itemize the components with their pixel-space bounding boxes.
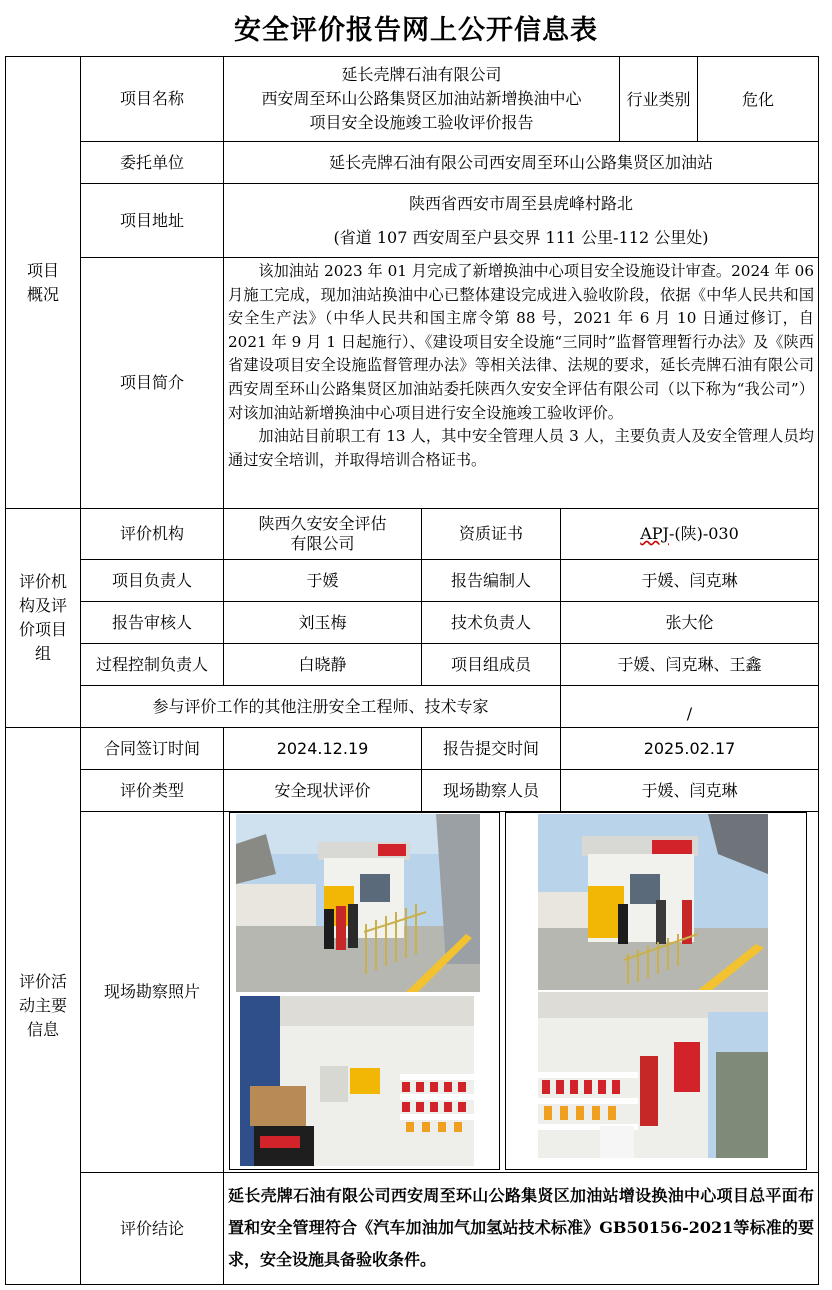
- reviewer-label: 报告审核人: [111, 612, 192, 632]
- cert-label: 资质证书: [458, 524, 523, 543]
- address-label: 项目地址: [119, 210, 184, 230]
- members-label: 项目组成员: [450, 654, 531, 674]
- photos-label: 现场勘察照片: [103, 982, 200, 1001]
- client-label: 委托单位: [119, 152, 184, 172]
- contract-date-label: 合同签订时间: [103, 738, 200, 758]
- site-photo-3: [240, 996, 474, 1166]
- section-overview-label: 项目概况: [26, 260, 59, 304]
- survey-staff-label: 现场勘察人员: [442, 780, 539, 800]
- tech-value: 张大伦: [665, 612, 714, 632]
- process-value: 白晓静: [298, 654, 347, 674]
- project-name-label: 项目名称: [119, 89, 184, 108]
- org-label: 评价机构: [119, 524, 184, 543]
- author-value: 于媛、闫克琳: [641, 570, 738, 590]
- leader-label: 项目负责人: [111, 570, 192, 590]
- intro-text: 该加油站 2023 年 01 月完成了新增换油中心项目安全设施设计审查。2024 年 06 月施工完成，现加油站换油中心已整体建设完成进入验收阶段，依据《中华人民共和国安全生产法》（中华人民共和国主席令第 88 号，2021 年 6 月 10 日通过修订，自 2021 年 9 月 1 日起施行）、《建设项目安全设施“三同时”监督管理暂行办法》及《陕西省建设项目安全设施监督管理办法》等相关法律、法规的要求，延长壳牌石油有限公司西安周至环山公路集贤区加油站委托陕西久安安全评估有限公司（以下称为“我公司”）对该加油站新增换油中心项目进行安全设施竣工验收评价。 加油站目前职工有 13 人，其中安全管理人员 3 人，主要负责人及安全管理人员均通过安全培训，并取得培训合格证书。: [228, 262, 814, 469]
- members-value: 于媛、闫克琳、王鑫: [617, 654, 762, 674]
- site-photo-2: [538, 814, 768, 990]
- site-photo-4: [538, 992, 768, 1158]
- site-photo-1: [236, 814, 480, 992]
- tech-label: 技术负责人: [450, 612, 531, 632]
- reviewer-value: 刘玉梅: [298, 612, 347, 632]
- contract-date-value: 2024.12.19: [276, 738, 369, 758]
- industry-label: 行业类别: [626, 90, 691, 109]
- leader-value: 于媛: [306, 570, 339, 590]
- industry-value: 危化: [741, 90, 774, 109]
- address-value: 陕西省西安市周至县虎峰村路北 (省道 107 西安周至户县交界 111 公里-112 公里处): [333, 193, 709, 247]
- project-name-value: 延长壳牌石油有限公司 西安周至环山公路集贤区加油站新增换油中心 项目安全设施竣工验收评价报告: [261, 65, 582, 132]
- section-activity-label: 评价活动主要信息: [18, 972, 67, 1039]
- section-team-label: 评价机构及评价项目组: [18, 572, 67, 663]
- eval-type-label: 评价类型: [119, 780, 184, 800]
- author-label: 报告编制人: [450, 570, 531, 590]
- org-value: 陕西久安安全评估 有限公司: [258, 514, 387, 553]
- process-label: 过程控制负责人: [95, 654, 208, 674]
- client-value: 延长壳牌石油有限公司西安周至环山公路集贤区加油站: [328, 152, 713, 172]
- cert-value: APJ -(陕)-030: [640, 524, 739, 543]
- submit-date-value: 2025.02.17: [643, 738, 736, 758]
- conclusion-value: 延长壳牌石油有限公司西安周至环山公路集贤区加油站增设换油中心项目总平面布置和安全管理符合《汽车加油加气加氢站技术标准》GB50156-2021等标准的要求，安全设施具备验收条件。: [228, 1186, 814, 1269]
- eval-type-value: 安全现状评价: [274, 780, 371, 800]
- intro-label: 项目简介: [119, 373, 184, 392]
- submit-date-label: 报告提交时间: [442, 738, 539, 758]
- survey-staff-value: 于媛、闫克琳: [641, 780, 738, 800]
- page-title: 安全评价报告网上公开信息表: [234, 15, 598, 46]
- others-label: 参与评价工作的其他注册安全工程师、技术专家: [152, 696, 489, 716]
- others-value: /: [686, 703, 693, 723]
- conclusion-label: 评价结论: [119, 1218, 184, 1238]
